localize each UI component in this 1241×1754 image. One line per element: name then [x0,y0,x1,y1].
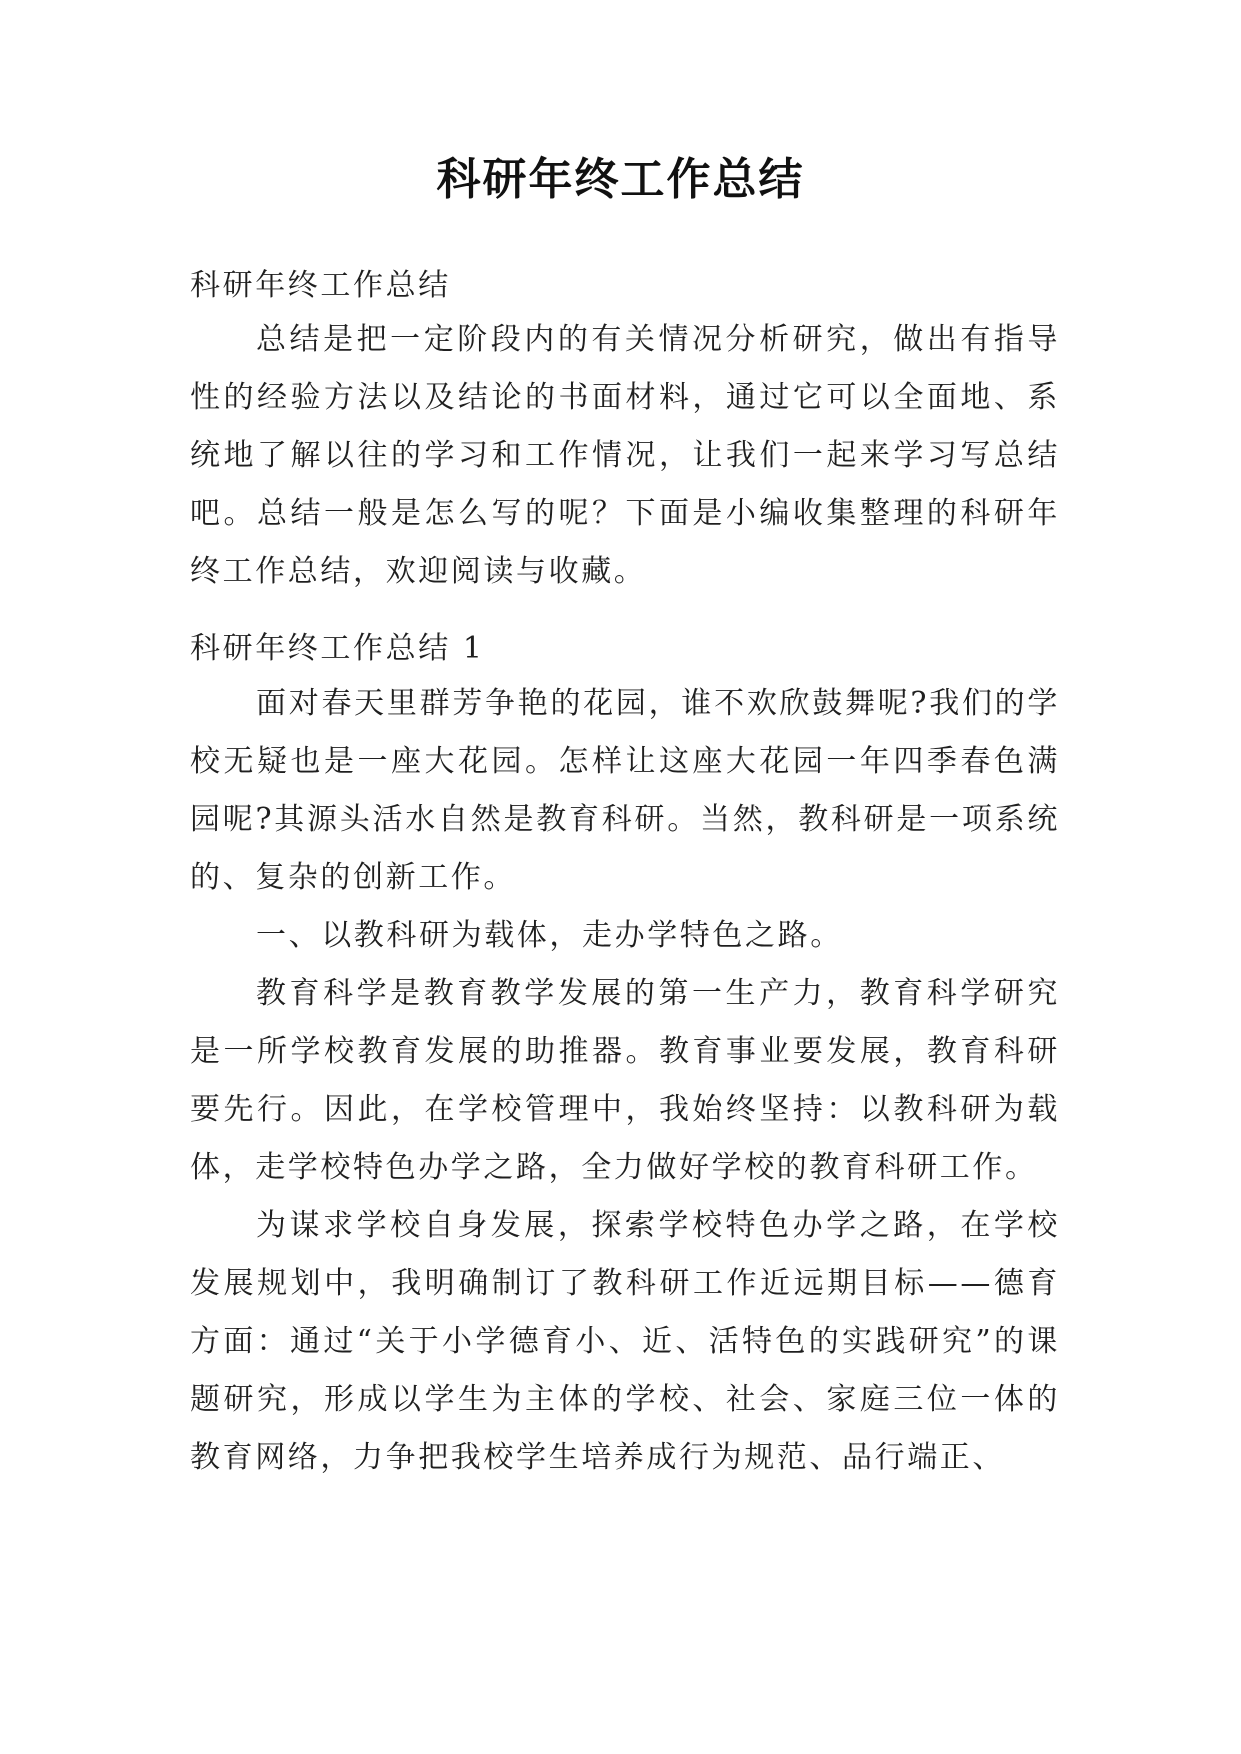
intro-paragraph: 总结是把一定阶段内的有关情况分析研究，做出有指导性的经验方法以及结论的书面材料，通过它可以全面地、系统地了解以往的学习和工作情况，让我们一起来学习写总结吧。总结一般是怎么写的呢？下面是小编收集整理的科研年终工作总结，欢迎阅读与收藏。 [190,322,1060,589]
document-subtitle: 科研年终工作总结 [190,268,451,303]
intro-section [190,311,1060,601]
section1-body [190,675,1060,1487]
section1-paragraph: 教育科学是教育教学发展的第一生产力，教育科学研究是一所学校教育发展的助推器。教育事业要发展，教育科研要先行。因此，在学校管理中，我始终坚持：以教科研为载体，走学校特色办学之路，全力做好学校的教育科研工作。 [190,976,1060,1185]
section1-paragraph: 一、以教科研为载体，走办学特色之路。 [256,918,843,953]
document-title: 科研年终工作总结 [436,154,805,205]
section1-paragraph: 面对春天里群芳争艳的花园，谁不欢欣鼓舞呢?我们的学校无疑也是一座大花园。怎样让这座大花园一年四季春色满园呢?其源头活水自然是教育科研。当然，教科研是一项系统的、复杂的创新工作。 [190,686,1060,895]
section1-heading: 科研年终工作总结 1 [190,631,485,666]
section1-paragraph: 为谋求学校自身发展，探索学校特色办学之路，在学校发展规划中，我明确制订了教科研工作近远期目标——德育方面：通过“关于小学德育小、近、活特色的实践研究”的课题研究，形成以学生为主体的学校、社会、家庭三位一体的教育网络，力争把我校学生培养成行为规范、品行端正、 [190,1208,1060,1475]
